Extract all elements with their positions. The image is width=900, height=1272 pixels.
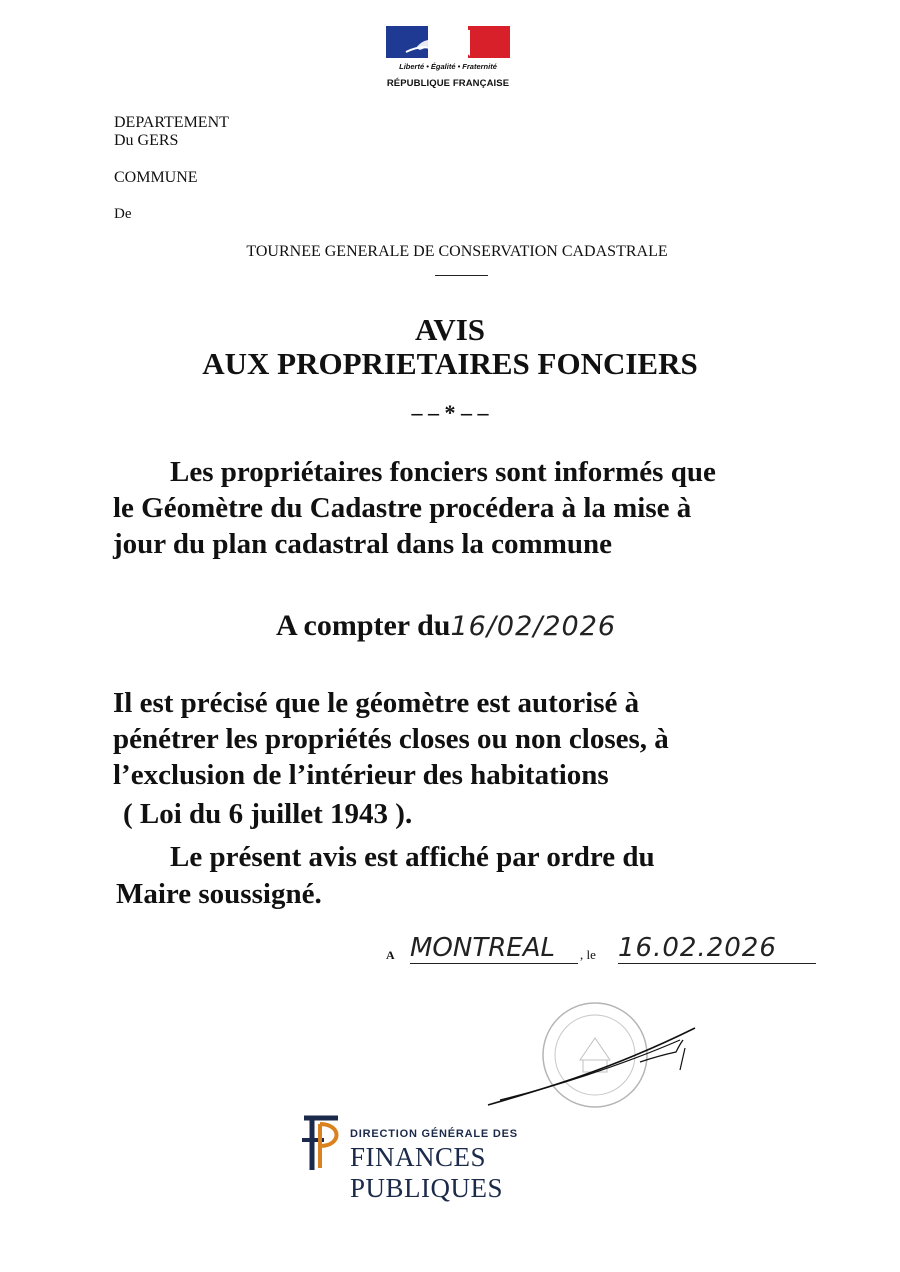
- divider: [435, 275, 488, 276]
- republique-francaise: RÉPUBLIQUE FRANÇAISE: [386, 78, 510, 89]
- dgfip-monogram-icon: [298, 1114, 346, 1172]
- start-date-handwritten: 16/02/2026: [450, 611, 617, 642]
- dgfip-logo: [298, 1108, 628, 1203]
- para3-line1: Le présent avis est affiché par ordre du: [170, 841, 655, 873]
- date-handwritten: 16.02.2026: [618, 933, 816, 964]
- departement-name: Du GERS: [114, 132, 179, 149]
- departement-label: DEPARTEMENT: [114, 114, 229, 131]
- dgfip-finances: FINANCES PUBLIQUES: [350, 1142, 504, 1203]
- para3-line2: Maire soussigné.: [116, 878, 322, 910]
- commune-label: COMMUNE: [114, 169, 198, 186]
- para2-line1: Il est précisé que le géomètre est autorisé à: [113, 687, 640, 719]
- para1-line2: le Géomètre du Cadastre procédera à la mise à: [113, 492, 692, 524]
- a-compter-label: A compter du: [276, 609, 451, 642]
- place-handwritten: MONTREAL: [410, 933, 578, 964]
- tournee-heading: TOURNEE GENERALE DE CONSERVATION CADASTRALE: [246, 243, 668, 260]
- devise: Liberté • Égalité • Fraternité: [399, 62, 497, 71]
- dgfip-direction: DIRECTION GÉNÉRALE DES: [350, 1128, 518, 1140]
- title-avis: AVIS: [414, 312, 486, 347]
- le-label: , le: [580, 947, 596, 962]
- marianne-logo: [382, 26, 514, 94]
- a-label: A: [386, 948, 395, 962]
- a-compter-row: [276, 608, 900, 644]
- title-proprietaires: AUX PROPRIETAIRES FONCIERS: [202, 346, 698, 381]
- para1-line1: Les propriétaires fonciers sont informés que: [170, 456, 716, 488]
- para2-line4: ( Loi du 6 juillet 1943 ).: [123, 798, 413, 830]
- commune-name: De: [114, 206, 132, 222]
- para1-line3: jour du plan cadastral dans la commune: [113, 528, 612, 560]
- tricolor-flag-icon: [386, 26, 510, 58]
- para2-line3: l’exclusion de l’intérieur des habitations: [113, 759, 609, 791]
- title-separator: – – * – –: [411, 400, 489, 425]
- para2-line2: pénétrer les propriétés closes ou non closes, à: [113, 723, 669, 755]
- mayor-stamp-and-signature: [480, 1000, 720, 1118]
